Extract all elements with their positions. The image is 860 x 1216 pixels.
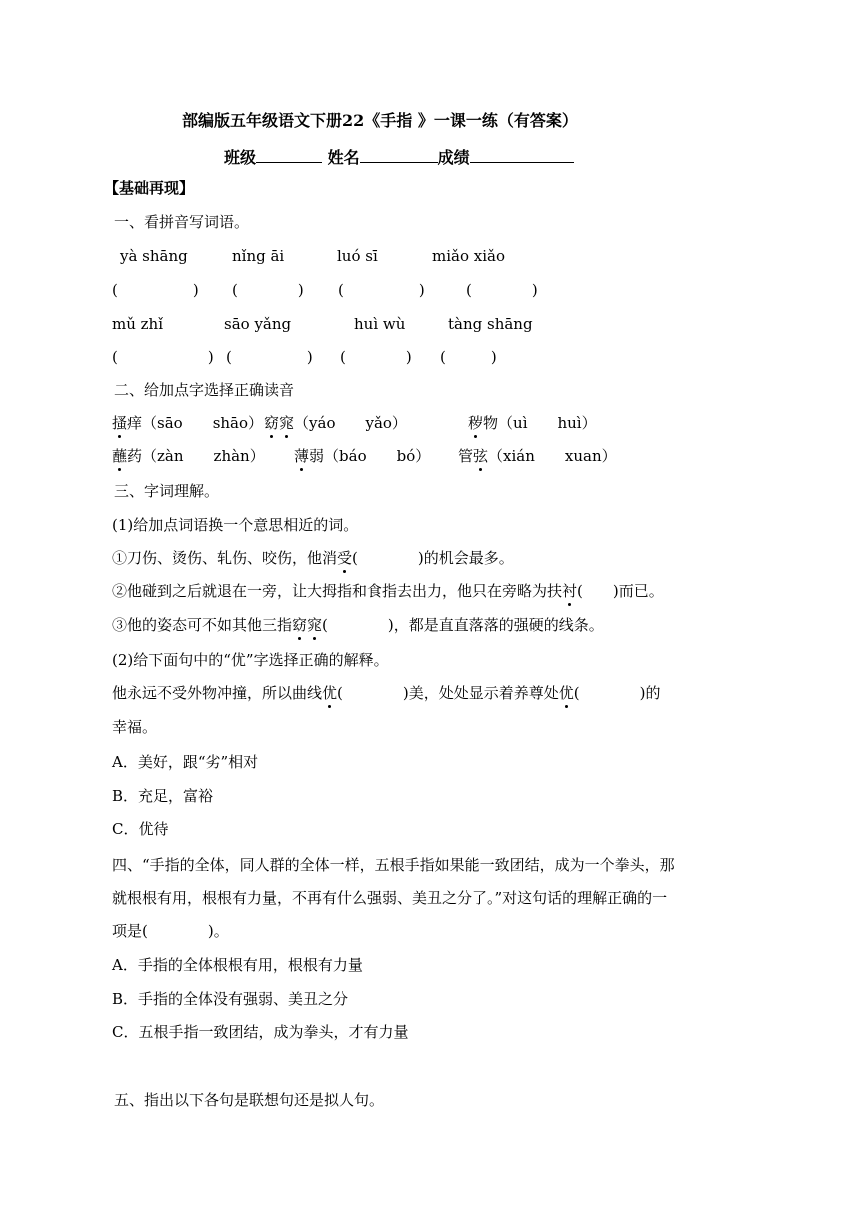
pinyin: miǎo xiǎo xyxy=(432,247,505,265)
pinyin: yà shāng xyxy=(120,247,188,265)
class-label: 班级 xyxy=(224,148,257,167)
q4-option-a: A．手指的全体根根有用，根根有力量 xyxy=(112,956,363,974)
dotted-char: 窈 xyxy=(264,414,280,432)
answer-paren[interactable]: ( ) xyxy=(338,281,425,299)
page-title: 部编版五年级语文下册22《手指 》一课一练（有答案） xyxy=(182,111,578,130)
score-blank[interactable] xyxy=(470,146,574,163)
pinyin: tàng shāng xyxy=(448,315,533,333)
dotted-char: 薄 xyxy=(294,447,310,465)
q2-item: 秽物（uì huì） xyxy=(468,414,597,432)
q3-sentence-4-cont: 幸福。 xyxy=(112,718,158,736)
q4-line-2: 就根根有用，根根有力量，不再有什么强弱、美丑之分了。”对这句话的理解正确的一 xyxy=(112,889,668,907)
q3-option-a: A．美好，跟“劣”相对 xyxy=(112,753,259,771)
q4-option-b: B．手指的全体没有强弱、美丑之分 xyxy=(112,990,349,1008)
q2-item: 蘸药（zàn zhàn） xyxy=(112,447,265,465)
q4-line-1: 四、“手指的全体，同人群的全体一样，五根手指如果能一致团结，成为一个拳头，那 xyxy=(112,856,675,874)
pinyin: sāo yǎng xyxy=(224,315,292,333)
dotted-char: 秽 xyxy=(468,414,484,432)
answer-paren[interactable]: ( ) xyxy=(466,281,538,299)
answer-paren[interactable]: ( ) xyxy=(112,281,199,299)
pinyin: huì wù xyxy=(354,315,406,333)
pinyin: mǔ zhǐ xyxy=(112,315,164,333)
q4-option-c: C．五根手指一致团结，成为拳头，才有力量 xyxy=(112,1023,409,1041)
q2-item: 搔痒（sāo shāo） xyxy=(112,414,264,432)
q3-sentence-4: 他永远不受外物冲撞，所以曲线优( )美，处处显示着养尊处优( )的 xyxy=(112,684,661,702)
q1-heading: 一、看拼音写词语。 xyxy=(114,213,250,231)
name-blank[interactable] xyxy=(360,146,438,163)
q2-heading: 二、给加点字选择正确读音 xyxy=(114,381,295,399)
dotted-char: 窈 xyxy=(292,616,308,634)
q4-line-3: 项是( )。 xyxy=(112,922,229,940)
q3-sub1: (1)给加点词语换一个意思相近的词。 xyxy=(112,516,359,534)
q3-heading: 三、字词理解。 xyxy=(114,482,220,500)
q3-sentence-2: ②他碰到之后就退在一旁，让大拇指和食指去出力，他只在旁略为扶衬( )而已。 xyxy=(112,582,664,600)
dotted-char: 蘸 xyxy=(112,447,128,465)
dotted-char: 优 xyxy=(322,684,338,702)
dotted-char: 优 xyxy=(558,684,574,702)
q3-option-c: C．优待 xyxy=(112,820,169,838)
answer-paren[interactable]: ( ) xyxy=(232,281,304,299)
pinyin: nǐng āi xyxy=(232,247,285,265)
class-blank[interactable] xyxy=(256,146,322,163)
q2-item: 薄弱（báo bó） xyxy=(294,447,431,465)
dotted-char: 衬 xyxy=(562,582,578,600)
name-label: 姓名 xyxy=(327,148,360,167)
q3-sub2: (2)给下面句中的“优”字选择正确的解释。 xyxy=(112,651,389,669)
q3-sentence-1: ①刀伤、烫伤、轧伤、咬伤，他消受( )的机会最多。 xyxy=(112,549,514,567)
answer-paren[interactable]: ( ) xyxy=(112,348,214,366)
pinyin: luó sī xyxy=(337,247,378,265)
student-info xyxy=(224,145,860,168)
q2-item: 管弦（xián xuan） xyxy=(458,447,617,465)
q5-heading: 五、指出以下各句是联想句还是拟人句。 xyxy=(114,1091,385,1109)
dotted-char: 受 xyxy=(337,549,353,567)
dotted-char: 搔 xyxy=(112,414,128,432)
answer-paren[interactable]: ( ) xyxy=(440,348,497,366)
dotted-char: 弦 xyxy=(473,447,489,465)
q3-sentence-3: ③他的姿态可不如其他三指窈窕( )，都是直直落落的强硬的线条。 xyxy=(112,616,604,634)
section-heading-basic: 【基础再现】 xyxy=(104,179,195,197)
dotted-char: 窕 xyxy=(279,414,295,432)
dotted-char: 窕 xyxy=(307,616,323,634)
answer-paren[interactable]: ( ) xyxy=(340,348,412,366)
q3-option-b: B．充足，富裕 xyxy=(112,787,214,805)
score-label: 成绩 xyxy=(437,148,470,167)
answer-paren[interactable]: ( ) xyxy=(226,348,313,366)
q2-item: 窈窕（yáo yǎo） xyxy=(264,414,407,432)
